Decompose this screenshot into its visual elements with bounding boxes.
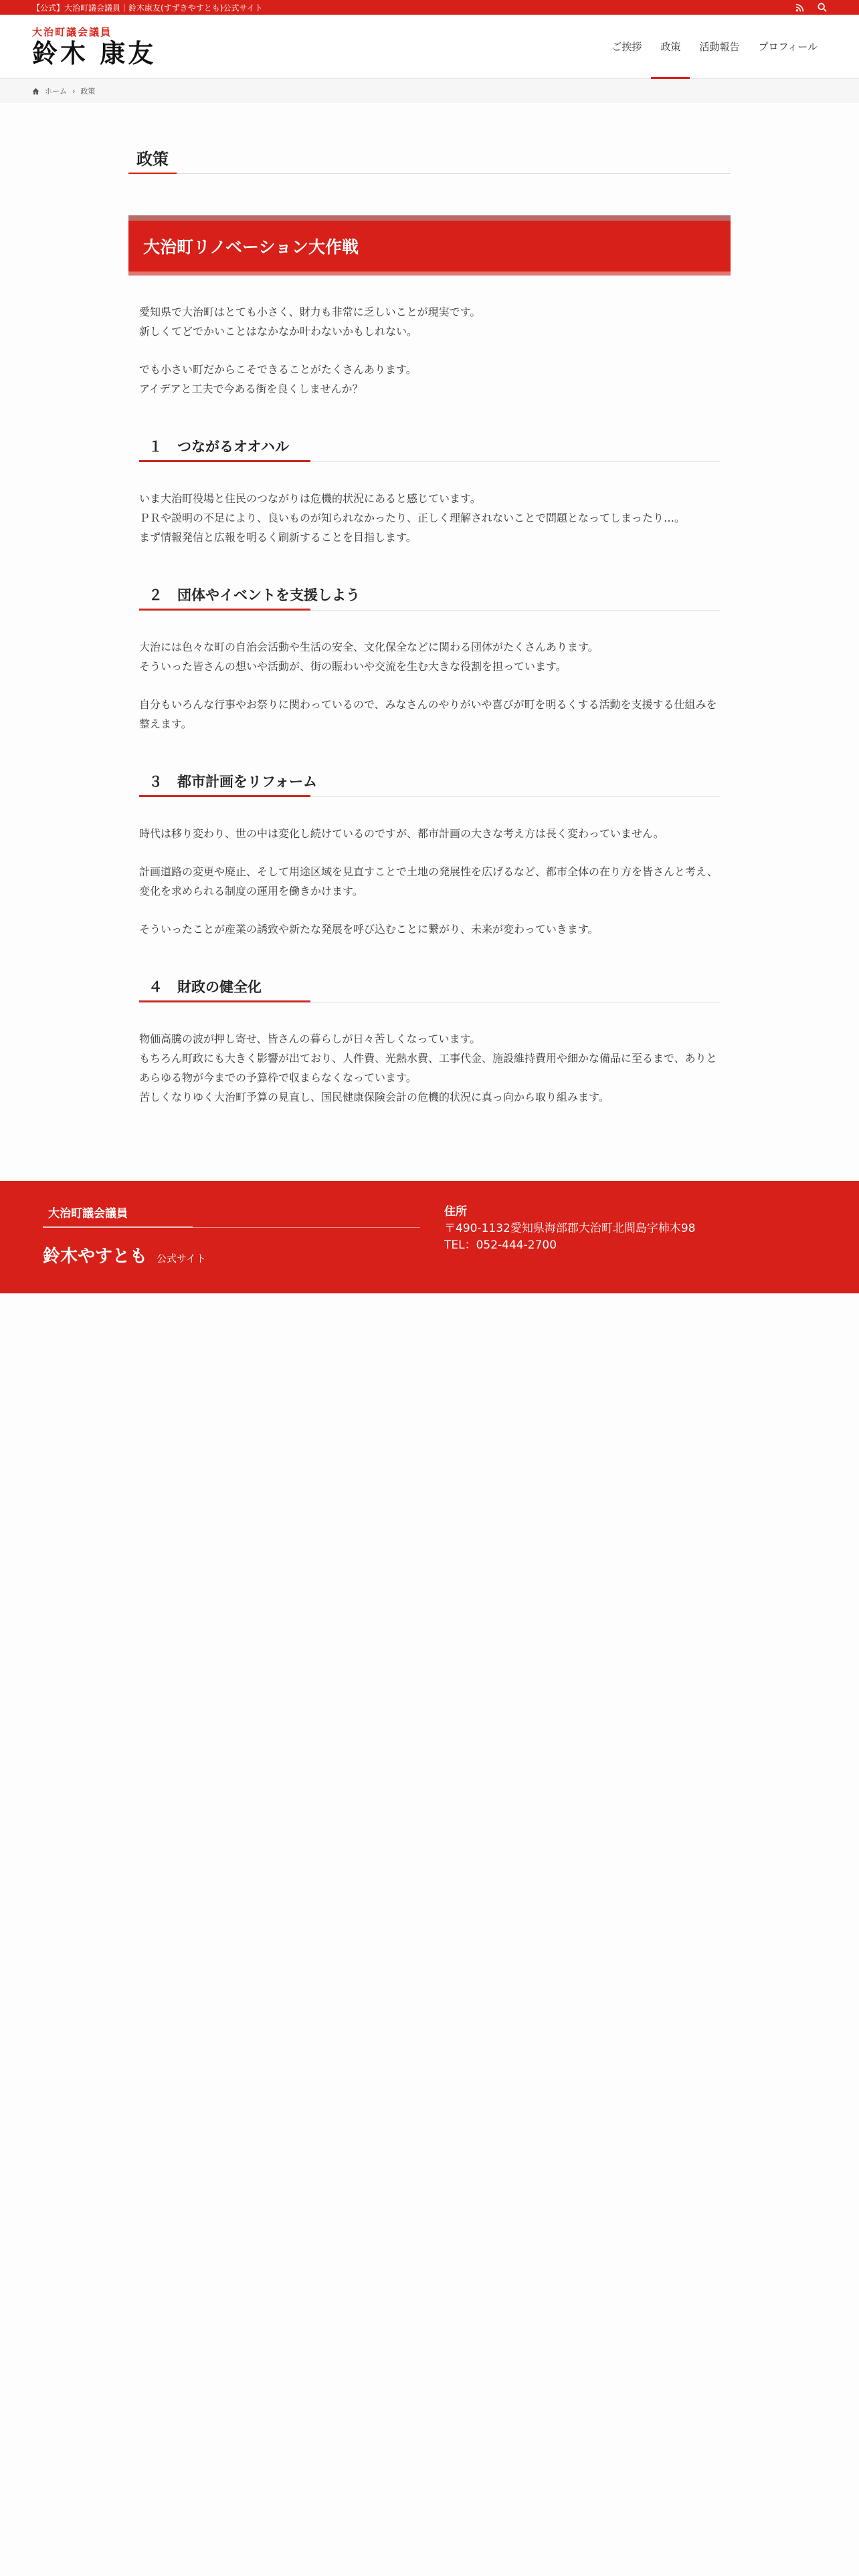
text-line: まず情報発信と広報を明るく刷新することを目指します。: [139, 531, 417, 544]
section-number: ４: [149, 979, 163, 995]
footer-contact: [444, 1204, 695, 1293]
section-number: ２: [149, 587, 163, 603]
section-paragraph: [139, 489, 720, 547]
footer-name: 鈴木やすとも: [43, 1247, 148, 1267]
footer-name-suffix: 公式サイト: [157, 1253, 206, 1265]
text-line: そういった皆さんの想いや活動が、街の賑わいや交流を生む大きな役割を担っています。: [139, 660, 567, 673]
top-bar: [0, 0, 859, 15]
text-line: もちろん町政にも大きく影響が出ており、人件費、光熱水費、工事代金、施設維持費用や細かな備品に至るまで、ありとあらゆる物が今までの予算枠で収まらなくなっています。: [139, 1052, 717, 1084]
text-line: ＰＲや説明の不足により、良いものが知られなかったり、正しく理解されないことで問題となってしまったり…。: [139, 512, 686, 524]
intro-paragraph: [139, 360, 720, 399]
section-paragraph: [139, 1029, 720, 1107]
section-title: 団体やイベントを支援しよう: [177, 587, 360, 603]
policy-banner: 大治町リノベーション大作戦: [128, 215, 731, 276]
policy-body: [128, 276, 731, 1107]
section-title: 都市計画をリフォーム: [177, 774, 317, 790]
address-text: 〒490-1132愛知県海部郡大治町北間島字柿木98: [444, 1222, 696, 1235]
section-paragraph: [139, 920, 720, 939]
text-line: でも小さい町だからこそできることがたくさんあります。: [139, 363, 417, 376]
topbar-icons: [795, 3, 827, 12]
nav-item-policy[interactable]: 政策: [651, 15, 690, 79]
site-header: [0, 15, 859, 79]
section-number: １: [149, 439, 163, 455]
footer-name-row: [43, 1243, 420, 1267]
logo-name: 鈴木 康友: [32, 38, 157, 68]
main-content: [128, 103, 731, 1107]
section-heading-2: [139, 584, 720, 611]
breadcrumb-home[interactable]: ホーム: [45, 87, 67, 96]
section-title: 財政の健全化: [177, 979, 262, 995]
footer-subtitle: 大治町議会議員: [43, 1204, 420, 1228]
page-title: 政策: [128, 146, 731, 174]
text-line: 新しくてどでかいことはなかなか叶わないかもしれない。: [139, 325, 418, 338]
site-tagline: 【公式】大治町議会議員｜鈴木康友(すずきやすとも)公式サイト: [32, 3, 263, 13]
section-paragraph: [139, 862, 720, 901]
text-line: 苦しくなりゆく大治町予算の見直し、国民健康保険会計の危機的状況に真っ向から取り組みます。: [139, 1091, 609, 1103]
nav-item-profile[interactable]: プロフィール: [758, 41, 818, 53]
home-icon[interactable]: [32, 88, 39, 95]
section-paragraph: [139, 695, 720, 734]
section-title: つながるオオハル: [177, 439, 289, 455]
rss-icon[interactable]: [795, 3, 804, 12]
text-line: 自分もいろんな行事やお祭りに関わっているので、みなさんのやりがいや喜びが町を明るくする活動を支援する仕組みを整えます。: [139, 698, 717, 730]
section-heading-4: [139, 976, 720, 1002]
text-line: 愛知県で大治町はとても小さく、財力も非常に乏しいことが現実です。: [139, 306, 481, 318]
intro-paragraph: [139, 302, 720, 341]
nav-item-greeting[interactable]: ご挨拶: [611, 41, 642, 53]
site-logo[interactable]: [32, 25, 156, 68]
text-line: 計画道路の変更や廃止、そして用途区域を見直すことで土地の発展性を広げるなど、都市全体の在り方を皆さんと考え、変化を求められる制度の運用を働きかけます。: [139, 865, 718, 897]
logo-subtitle: 大治町議会議員: [32, 26, 112, 38]
text-line: アイデアと工夫で今ある街を良くしませんか？: [139, 383, 363, 395]
global-nav: [602, 15, 827, 79]
nav-item-activity[interactable]: 活動報告: [699, 41, 740, 53]
breadcrumb: [0, 79, 859, 103]
breadcrumb-current: 政策: [80, 87, 96, 96]
address-label: 住所: [444, 1205, 467, 1218]
section-paragraph: [139, 824, 720, 843]
chevron-right-icon: ›: [72, 86, 76, 96]
section-number: ３: [149, 774, 163, 790]
text-line: いま大治町役場と住民のつながりは危機的状況にあると感じています。: [139, 492, 481, 505]
section-heading-1: [139, 436, 720, 462]
site-footer: [0, 1181, 859, 1293]
tel-text[interactable]: TEL：052-444-2700: [444, 1239, 557, 1252]
text-line: 時代は移り変わり、世の中は変化し続けているのですが、都市計画の大きな考え方は長く変わっていません。: [139, 827, 664, 840]
footer-brand: [43, 1204, 420, 1293]
section-paragraph: [139, 637, 720, 676]
text-line: そういったことが産業の誘致や新たな発展を呼び込むことに繋がり、未来が変わっていきます。: [139, 923, 599, 936]
text-line: 物価高騰の波が押し寄せ、皆さんの暮らしが日々苦しくなっています。: [139, 1033, 481, 1045]
search-icon[interactable]: [818, 3, 827, 12]
text-line: 大治には色々な町の自治会活動や生活の安全、文化保全などに関わる団体がたくさんあります。: [139, 641, 599, 653]
section-heading-3: [139, 771, 720, 797]
